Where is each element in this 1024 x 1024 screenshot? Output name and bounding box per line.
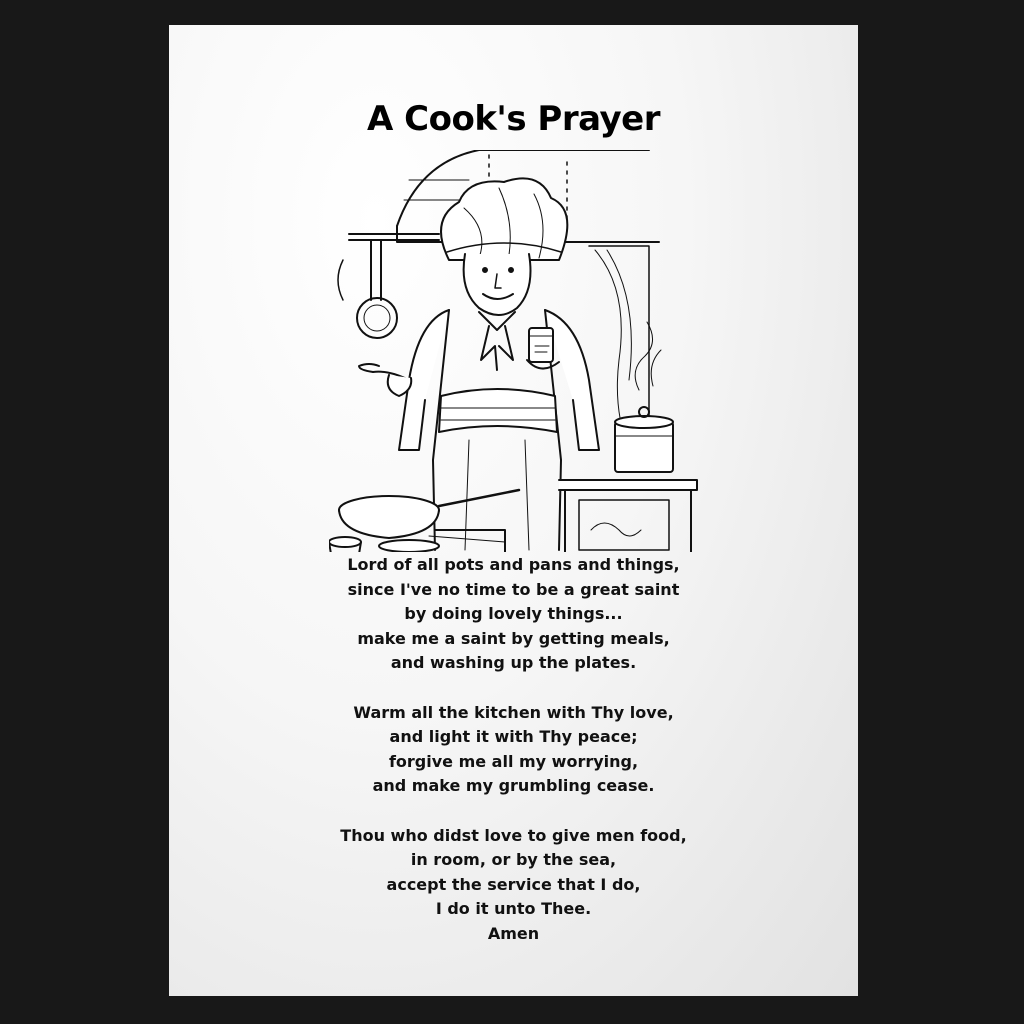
poem-line: Thou who didst love to give men food,	[340, 825, 687, 845]
poem-stanza	[169, 824, 858, 947]
poem-line: accept the service that I do,	[386, 874, 641, 894]
poem-line: Warm all the kitchen with Thy love,	[353, 702, 674, 722]
poem-line: Lord of all pots and pans and things,	[347, 555, 680, 574]
poem-closing-amen: Amen	[487, 923, 540, 943]
chef-cooking-illustration	[329, 150, 701, 552]
poem-line: make me a saint by getting meals,	[357, 628, 670, 648]
poem-line: by doing lovely things...	[404, 604, 623, 624]
poem-line: and light it with Thy peace;	[389, 727, 638, 747]
poem	[169, 553, 858, 947]
poem-stanza	[169, 553, 858, 676]
poem-line: in room, or by the sea,	[410, 850, 617, 870]
prayer-card	[169, 25, 858, 996]
poem-line: and washing up the plates.	[390, 653, 637, 673]
page-title: A Cook's Prayer	[367, 99, 660, 139]
poem-stanza	[169, 701, 858, 799]
poem-line: I do it unto Thee.	[435, 899, 592, 919]
poem-line: forgive me all my worrying,	[388, 751, 639, 771]
poem-line: and make my grumbling cease.	[372, 776, 655, 796]
poem-line: since I've no time to be a great saint	[347, 579, 680, 599]
